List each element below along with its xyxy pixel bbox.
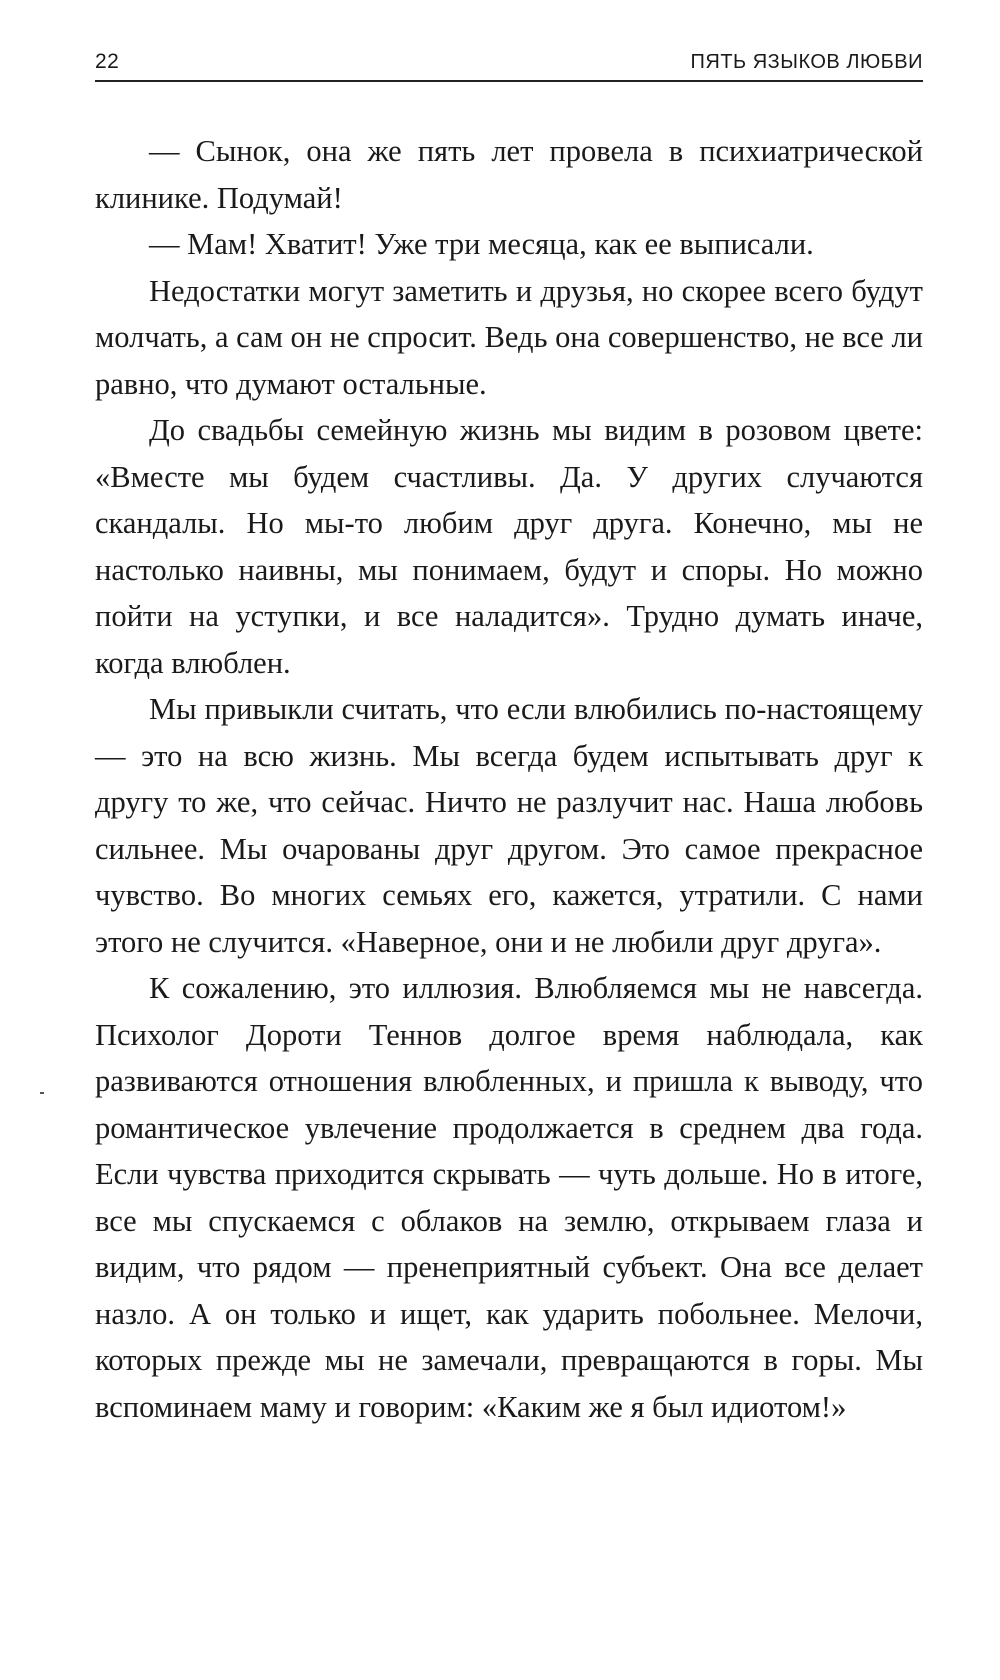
paragraph: — Мам! Хватит! Уже три месяца, как ее выписали.: [149, 227, 814, 261]
paragraph: К сожалению, это иллюзия. Влюбляемся мы не навсегда. Психолог Дороти Теннов долгое время наблюдала, как развиваются отношения влюбленных, и пришла к выводу, что романтическое увлечение продолжается в среднем два года. Если чувства приходится скрывать — чуть дольше. Но в итоге, все мы спускаемся с облаков на землю, открываем глаза и видим, что рядом — пренеприятный субъект. Она все делает назло. А он только и ищет, как ударить побольнее. Мелочи, которых прежде мы не замечали, превращаются в горы. Мы вспоминаем маму и говорим: «Каким же я был идиотом!»: [95, 971, 923, 1424]
paragraph: Недостатки могут заметить и друзья, но скорее всего будут молчать, а сам он не спросит. Ведь она совершенство, не все ли равно, что думают остальные.: [95, 273, 923, 401]
running-header: [95, 44, 923, 82]
page-number: 22: [95, 50, 120, 73]
body-text: [95, 128, 923, 1430]
scan-speck: [40, 1092, 44, 1094]
paragraph: До свадьбы семейную жизнь мы видим в розовом цвете: «Вместе мы будем счастливы. Да. У других случаются скандалы. Но мы-то любим друг друга. Конечно, мы не настолько наивны, мы понимаем, будут и споры. Но можно пойти на уступки, и все наладится». Трудно думать иначе, когда влюблен.: [95, 413, 923, 680]
paragraph: Мы привыкли считать, что если влюбились по-настоящему — это на всю жизнь. Мы всегда будем испытывать друг к другу то же, что сейчас. Ничто не разлучит нас. Наша любовь сильнее. Мы очарованы друг другом. Это самое прекрасное чувство. Во многих семьях его, кажется, утратили. С нами этого не случится. «Наверное, они и не любили друг друга».: [95, 692, 923, 959]
paragraph: — Сынок, она же пять лет провела в психиатрической клинике. Подумай!: [95, 134, 923, 215]
book-title: ПЯТЬ ЯЗЫКОВ ЛЮБВИ: [690, 51, 923, 73]
